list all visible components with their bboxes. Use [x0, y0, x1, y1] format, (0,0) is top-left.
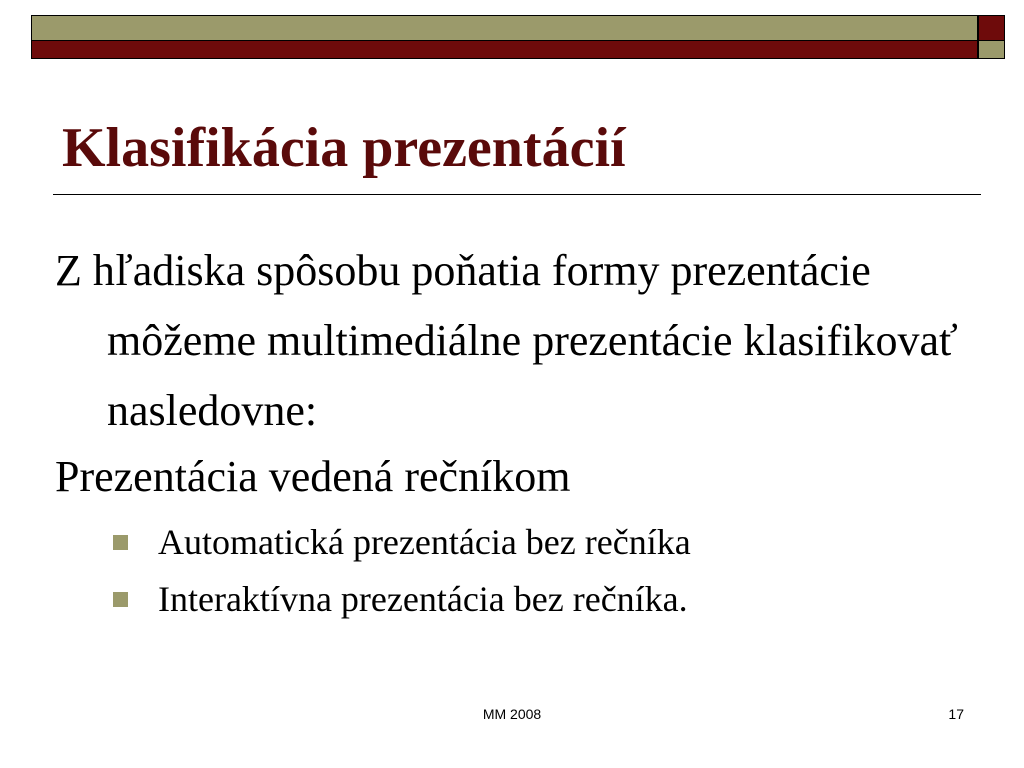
slide-title: Klasifikácia prezentácií [62, 117, 626, 179]
list-item-label: Automatická prezentácia bez rečníka [158, 522, 691, 562]
square-bullet-icon [113, 592, 128, 607]
square-bullet-icon [113, 535, 128, 550]
header-band-maroon [31, 40, 978, 59]
list-item [55, 571, 985, 628]
header-square-maroon [978, 15, 1005, 41]
list-item [55, 514, 985, 571]
page-number: 17 [948, 706, 964, 722]
header-decoration [0, 0, 1024, 70]
body-paragraph-1: Z hľadiska spôsobu poňatia formy prezentácie môžeme multimediálne prezentácie klasifikovať nasledovne: [55, 246, 958, 435]
list-item-label: Interaktívna prezentácia bez rečníka. [158, 579, 688, 619]
slide-body [55, 236, 985, 628]
body-paragraph-2: Prezentácia vedená rečníkom [55, 452, 571, 501]
bullet-list [55, 514, 985, 628]
header-band-olive [31, 15, 978, 41]
header-square-olive [978, 40, 1005, 59]
title-divider [53, 194, 981, 195]
footer-text: MM 2008 [482, 706, 542, 722]
